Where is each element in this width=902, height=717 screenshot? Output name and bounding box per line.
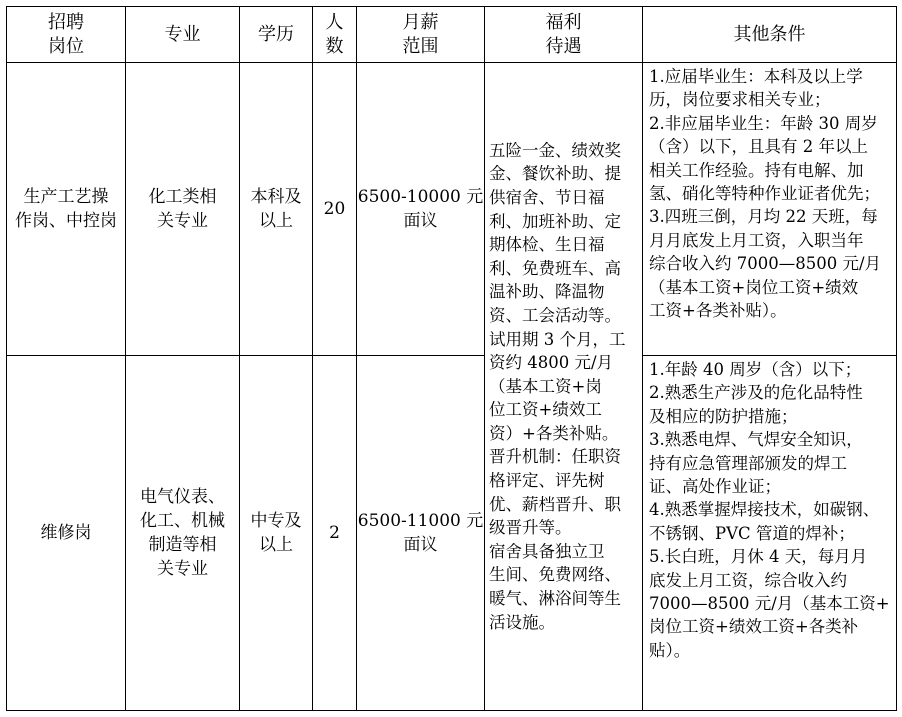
header-position: 招聘 岗位 [7,7,126,63]
header-benefits: 福利 待遇 [485,7,643,63]
cell-position: 维修岗 [7,356,126,711]
cell-salary: 6500-11000 元 面议 [357,356,485,711]
cell-education: 本科及 以上 [240,63,313,356]
cell-major: 化工类相 关专业 [126,63,240,356]
header-count: 人 数 [313,7,357,63]
header-education: 学历 [240,7,313,63]
cell-other: 1.应届毕业生：本科及以上学 历，岗位要求相关专业； 2.非应届毕业生：年龄 30 周岁 （含）以下，且具有 2 年以上 相关工作经验。持有电解、加 氢、硝化等特种作业证者优先； 3.四班三倒，月均 22 天班，每 月月底发上月工资，入职当年 综合收入约 7000—8500 元/月 （基本工资+岗位工资+绩效 工资+各类补贴）。 [643,63,897,356]
header-major: 专业 [126,7,240,63]
cell-major: 电气仪表、 化工、机械 制造等相 关专业 [126,356,240,711]
cell-benefits: 五险一金、绩效奖 金、餐饮补助、提 供宿舍、节日福 利、加班补助、定 期体检、生日福 利、免费班车、高 温补助、降温物 资、工会活动等。 试用期 3 个月，工 资约 4800 元/月 （基本工资+岗 位工资+绩效工 资）+各类补贴。 晋升机制：任职资 格评定、评先树 优、薪档晋升、职 级晋升等。 宿舍具备独立卫 生间、免费网络、 暖气、淋浴间等生 活设施。 [485,63,643,711]
header-salary: 月薪 范围 [357,7,485,63]
cell-position: 生产工艺操 作岗、中控岗 [7,63,126,356]
cell-salary: 6500-10000 元 面议 [357,63,485,356]
table-row [7,63,897,356]
cell-count: 2 [313,356,357,711]
header-other: 其他条件 [643,7,897,63]
header-row [7,7,897,63]
cell-other: 1.年龄 40 周岁（含）以下； 2.熟悉生产涉及的危化品特性 及相应的防护措施； 3.熟悉电焊、气焊安全知识， 持有应急管理部颁发的焊工 证、高处作业证； 4.熟悉掌握焊接技术，如碳钢、 不锈钢、PVC 管道的焊补； 5.长白班，月休 4 天，每月月 底发上月工资，综合收入约 7000—8500 元/月（基本工资+ 岗位工资+绩效工资+各类补 贴）。 [643,356,897,711]
table-row [7,356,897,711]
cell-count: 20 [313,63,357,356]
cell-education: 中专及 以上 [240,356,313,711]
recruitment-table [6,6,897,711]
